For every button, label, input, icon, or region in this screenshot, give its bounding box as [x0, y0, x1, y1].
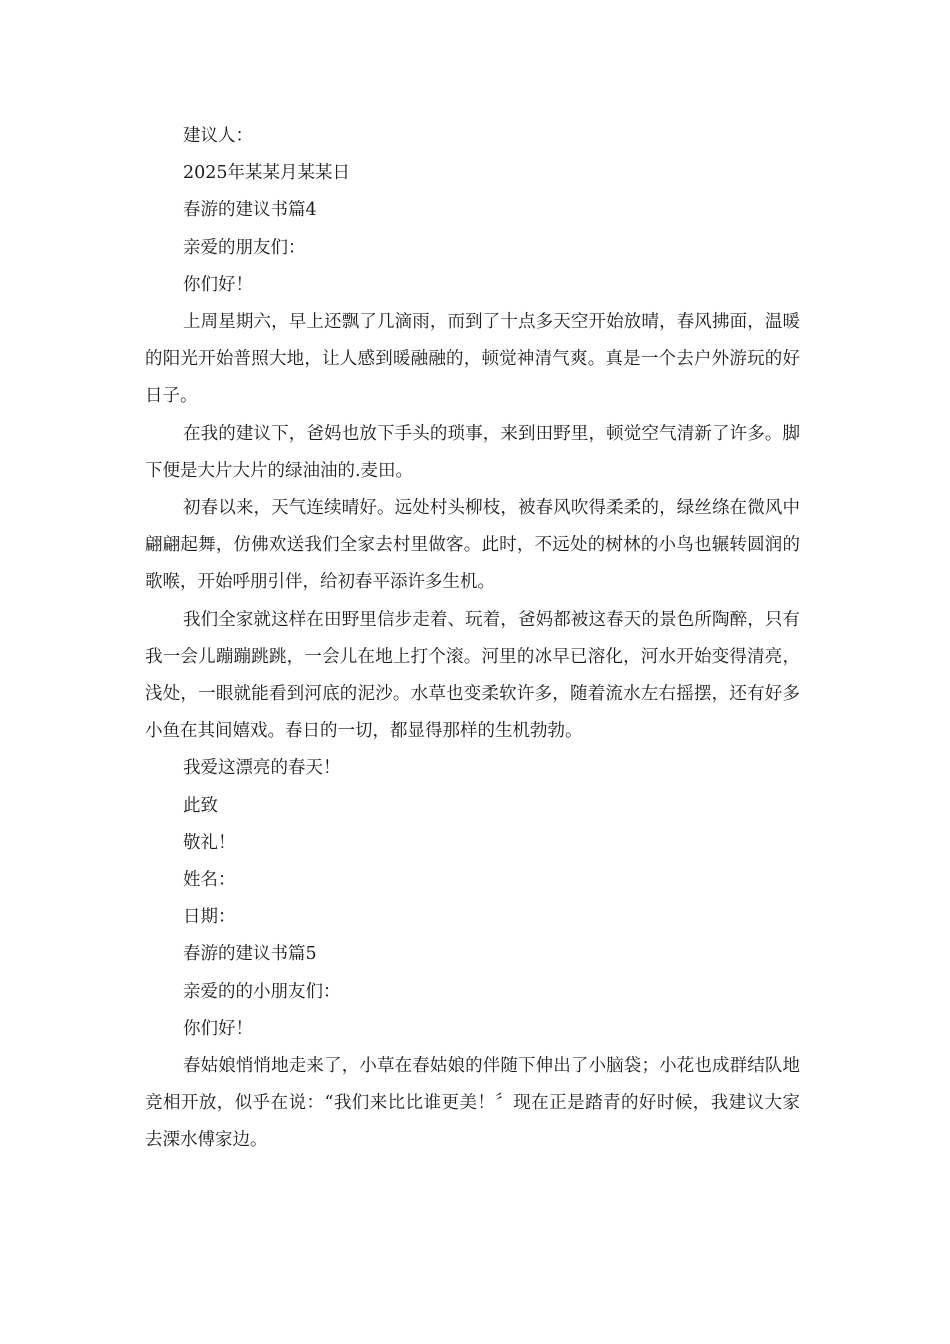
- date-line: 2025年某某月某某日: [183, 163, 351, 184]
- salutation: 亲爱的朋友们：: [183, 237, 306, 258]
- body-paragraph: 上周星期六，早上还飘了几滴雨，而到了十点多天空开始放晴，春风拂面，温暖的阳光开始普照大地，让人感到暖融融的，顿觉神清气爽。真是一个去户外游玩的好日子。: [145, 312, 800, 407]
- body-paragraph: 我爱这漂亮的春天！: [183, 758, 341, 779]
- greeting: 你们好！: [183, 274, 253, 295]
- closing-line: 敬礼！: [183, 832, 236, 853]
- closing-line: 此致: [183, 795, 218, 816]
- body-paragraph: 我们全家就这样在田野里信步走着、玩着，爸妈都被这春天的景色所陶醉，只有我一会儿蹦蹦跳跳，一会儿在地上打个滚。河里的冰早已溶化，河水开始变得清亮，浅处，一眼就能看到河底的泥沙。水草也变柔软许多，随着流水左右摇摆，还有好多小鱼在其间嬉戏。春日的一切，都显得那样的生机勃勃。: [145, 609, 800, 742]
- body-paragraph: 初春以来，天气连续晴好。远处村头柳枝，被春风吹得柔柔的，绿丝绦在微风中翩翩起舞，仿佛欢送我们全家去村里做客。此时，不远处的树林的小鸟也辗转圆润的歌喉，开始呼朋引伴，给初春平添许多生机。: [145, 498, 800, 593]
- name-line: 姓名：: [183, 870, 236, 891]
- section-heading-4: 春游的建议书篇4: [183, 200, 317, 221]
- body-paragraph: 在我的建议下，爸妈也放下手头的琐事，来到田野里，顿觉空气清新了许多。脚下便是大片大片的绿油油的.麦田。: [145, 423, 800, 481]
- body-paragraph: 春姑娘悄悄地走来了，小草在春姑娘的伴随下伸出了小脑袋；小花也成群结队地竞相开放，似乎在说：“我们来比比谁更美！〞现在正是踏青的好时候，我建议大家去溧水傅家边。: [145, 1056, 800, 1151]
- salutation: 亲爱的的小朋友们：: [183, 981, 341, 1002]
- greeting: 你们好！: [183, 1018, 253, 1039]
- signer-line: 建议人：: [183, 126, 253, 146]
- date-field-line: 日期：: [183, 907, 236, 928]
- document-body: [145, 118, 800, 1160]
- section-heading-5: 春游的建议书篇5: [183, 944, 317, 965]
